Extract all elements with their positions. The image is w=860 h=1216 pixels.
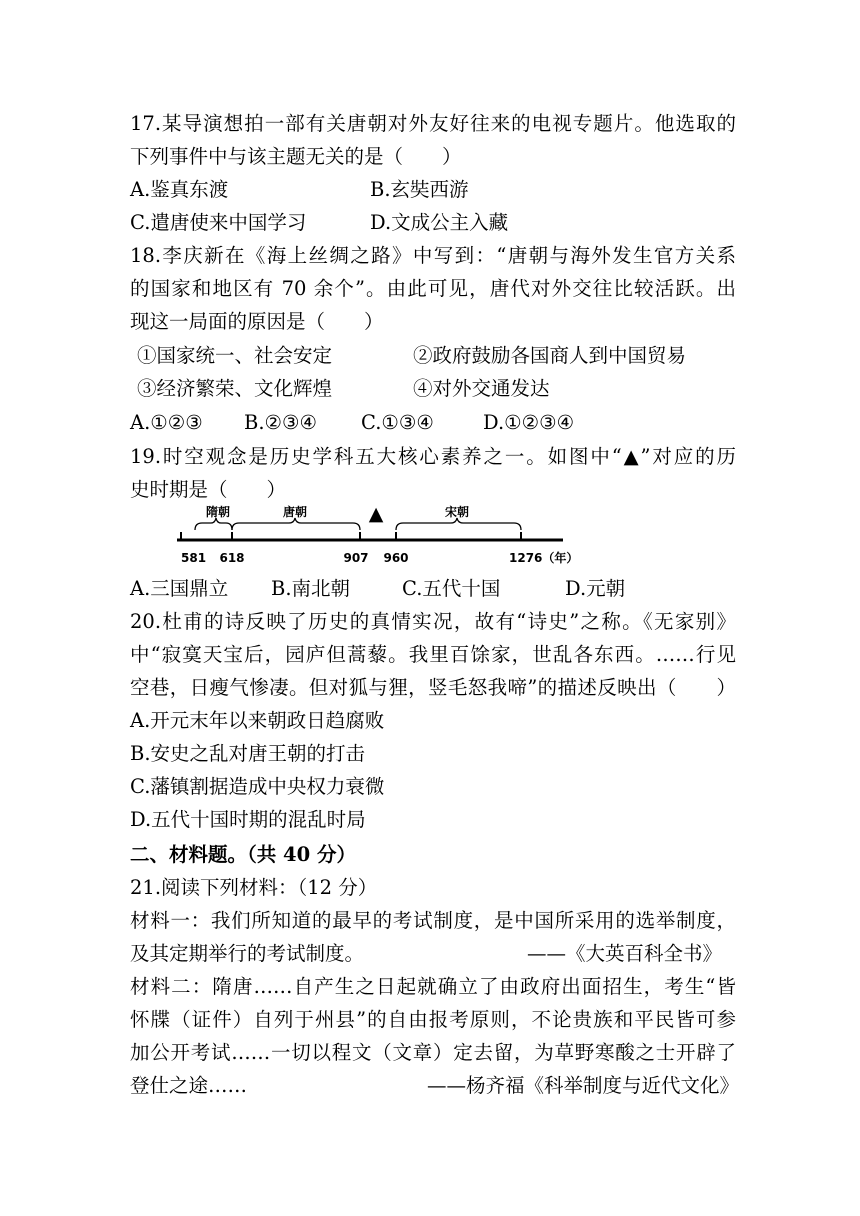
- q17-stem-line-2: 下列事件中与该主题无关的是（ ）: [130, 145, 462, 168]
- brace-sui: [195, 518, 232, 530]
- tick-label-581: 581: [181, 551, 207, 565]
- q17-option-b: B.玄奘西游: [370, 178, 469, 201]
- q19-stem-line-1: 19.时空观念是历史学科五大核心素养之一。如图中“▲”对应的历: [130, 445, 736, 468]
- q18-item-4: ④对外交通发达: [413, 377, 550, 400]
- q21-material-2-line-4: 登仕之途……: [130, 1074, 248, 1097]
- q20-stem-line-1: 20.杜甫的诗反映了历史的真情实况，故有“诗史”之称。《无家别》: [130, 610, 736, 633]
- q19-stem-line-2: 史时期是（ ）: [130, 478, 287, 501]
- tick-label-960: 960: [383, 551, 409, 565]
- q21-material-2-source: ——杨齐福《科举制度与近代文化》: [427, 1074, 740, 1097]
- q17-option-d: D.文成公主入藏: [370, 211, 509, 234]
- q21-material-2-line-2: 怀牒（证件）自列于州县”的自由报考原则，不论贵族和平民皆可参: [130, 1008, 736, 1031]
- q19-option-c: C.五代十国: [402, 577, 501, 600]
- q17-option-a: A.鉴真东渡: [130, 178, 229, 201]
- q19-option-b: B.南北朝: [271, 577, 351, 600]
- brace-song: [396, 518, 521, 530]
- q21-material-2-line-1: 材料二：隋唐……自产生之日起就确立了由政府出面招生，考生“皆: [130, 975, 736, 998]
- brace-tang: [232, 518, 360, 530]
- q19-option-a: A.三国鼎立: [130, 577, 229, 600]
- q18-option-a: A.①②③: [130, 411, 203, 434]
- q21-material-1-line-2: 及其定期举行的考试制度。: [130, 942, 365, 965]
- q18-item-1: ①国家统一、社会安定: [137, 344, 333, 367]
- q20-option-a: A.开元末年以来朝政日趋腐败: [130, 709, 385, 732]
- q19-option-d: D.元朝: [565, 577, 626, 600]
- timeline-figure: [175, 500, 595, 574]
- q18-stem-line-3: 现这一局面的原因是（ ）: [130, 310, 384, 333]
- tick-label-907: 907: [343, 551, 369, 565]
- q18-option-b: B.②③④: [244, 411, 317, 434]
- q21-material-1-source: ——《大英百科全书》: [527, 942, 723, 965]
- tick-label-1276: 1276（年）: [509, 551, 579, 565]
- q21-material-1-line-1: 材料一：我们所知道的最早的考试制度，是中国所采用的选举制度，: [130, 909, 736, 932]
- q18-item-2: ②政府鼓励各国商人到中国贸易: [413, 344, 687, 367]
- section-2-title: 二、材料题。（共 40 分）: [130, 843, 356, 866]
- q21-stem: 21.阅读下列材料：（12 分）: [130, 876, 378, 899]
- q17-option-c: C.遣唐使来中国学习: [130, 211, 307, 234]
- period-label-tang: 唐朝: [282, 505, 308, 519]
- tick-label-618: 618: [219, 551, 245, 565]
- period-label-song: 宋朝: [444, 505, 470, 519]
- q18-item-3: ③经济繁荣、文化辉煌: [137, 377, 333, 400]
- timeline-marker: ▲: [368, 503, 384, 525]
- q20-stem-line-2: 中“寂寞天宝后，园庐但蒿藜。我里百馀家，世乱各东西。……行见: [130, 643, 736, 666]
- q18-stem-line-2: 的国家和地区有 70 余个”。由此可见，唐代对外交往比较活跃。出: [130, 277, 736, 300]
- q20-option-b: B.安史之乱对唐王朝的打击: [130, 742, 366, 765]
- q20-stem-line-3: 空巷，日瘦气惨凄。但对狐与狸，竖毛怒我啼”的描述反映出（ ）: [130, 676, 736, 699]
- q17-stem-line-1: 17.某导演想拍一部有关唐朝对外友好往来的电视专题片。他选取的: [130, 112, 736, 135]
- q20-option-d: D.五代十国时期的混乱时局: [130, 808, 366, 831]
- period-label-sui: 隋朝: [205, 505, 231, 519]
- q21-material-2-line-3: 加公开考试……一切以程文（文章）定去留，为草野寒酸之士开辟了: [130, 1041, 736, 1064]
- q18-stem-line-1: 18.李庆新在《海上丝绸之路》中写到：“唐朝与海外发生官方关系: [130, 244, 736, 267]
- q18-option-d: D.①②③④: [483, 411, 575, 434]
- q18-option-c: C.①③④: [361, 411, 434, 434]
- q20-option-c: C.藩镇割据造成中央权力衰微: [130, 775, 385, 798]
